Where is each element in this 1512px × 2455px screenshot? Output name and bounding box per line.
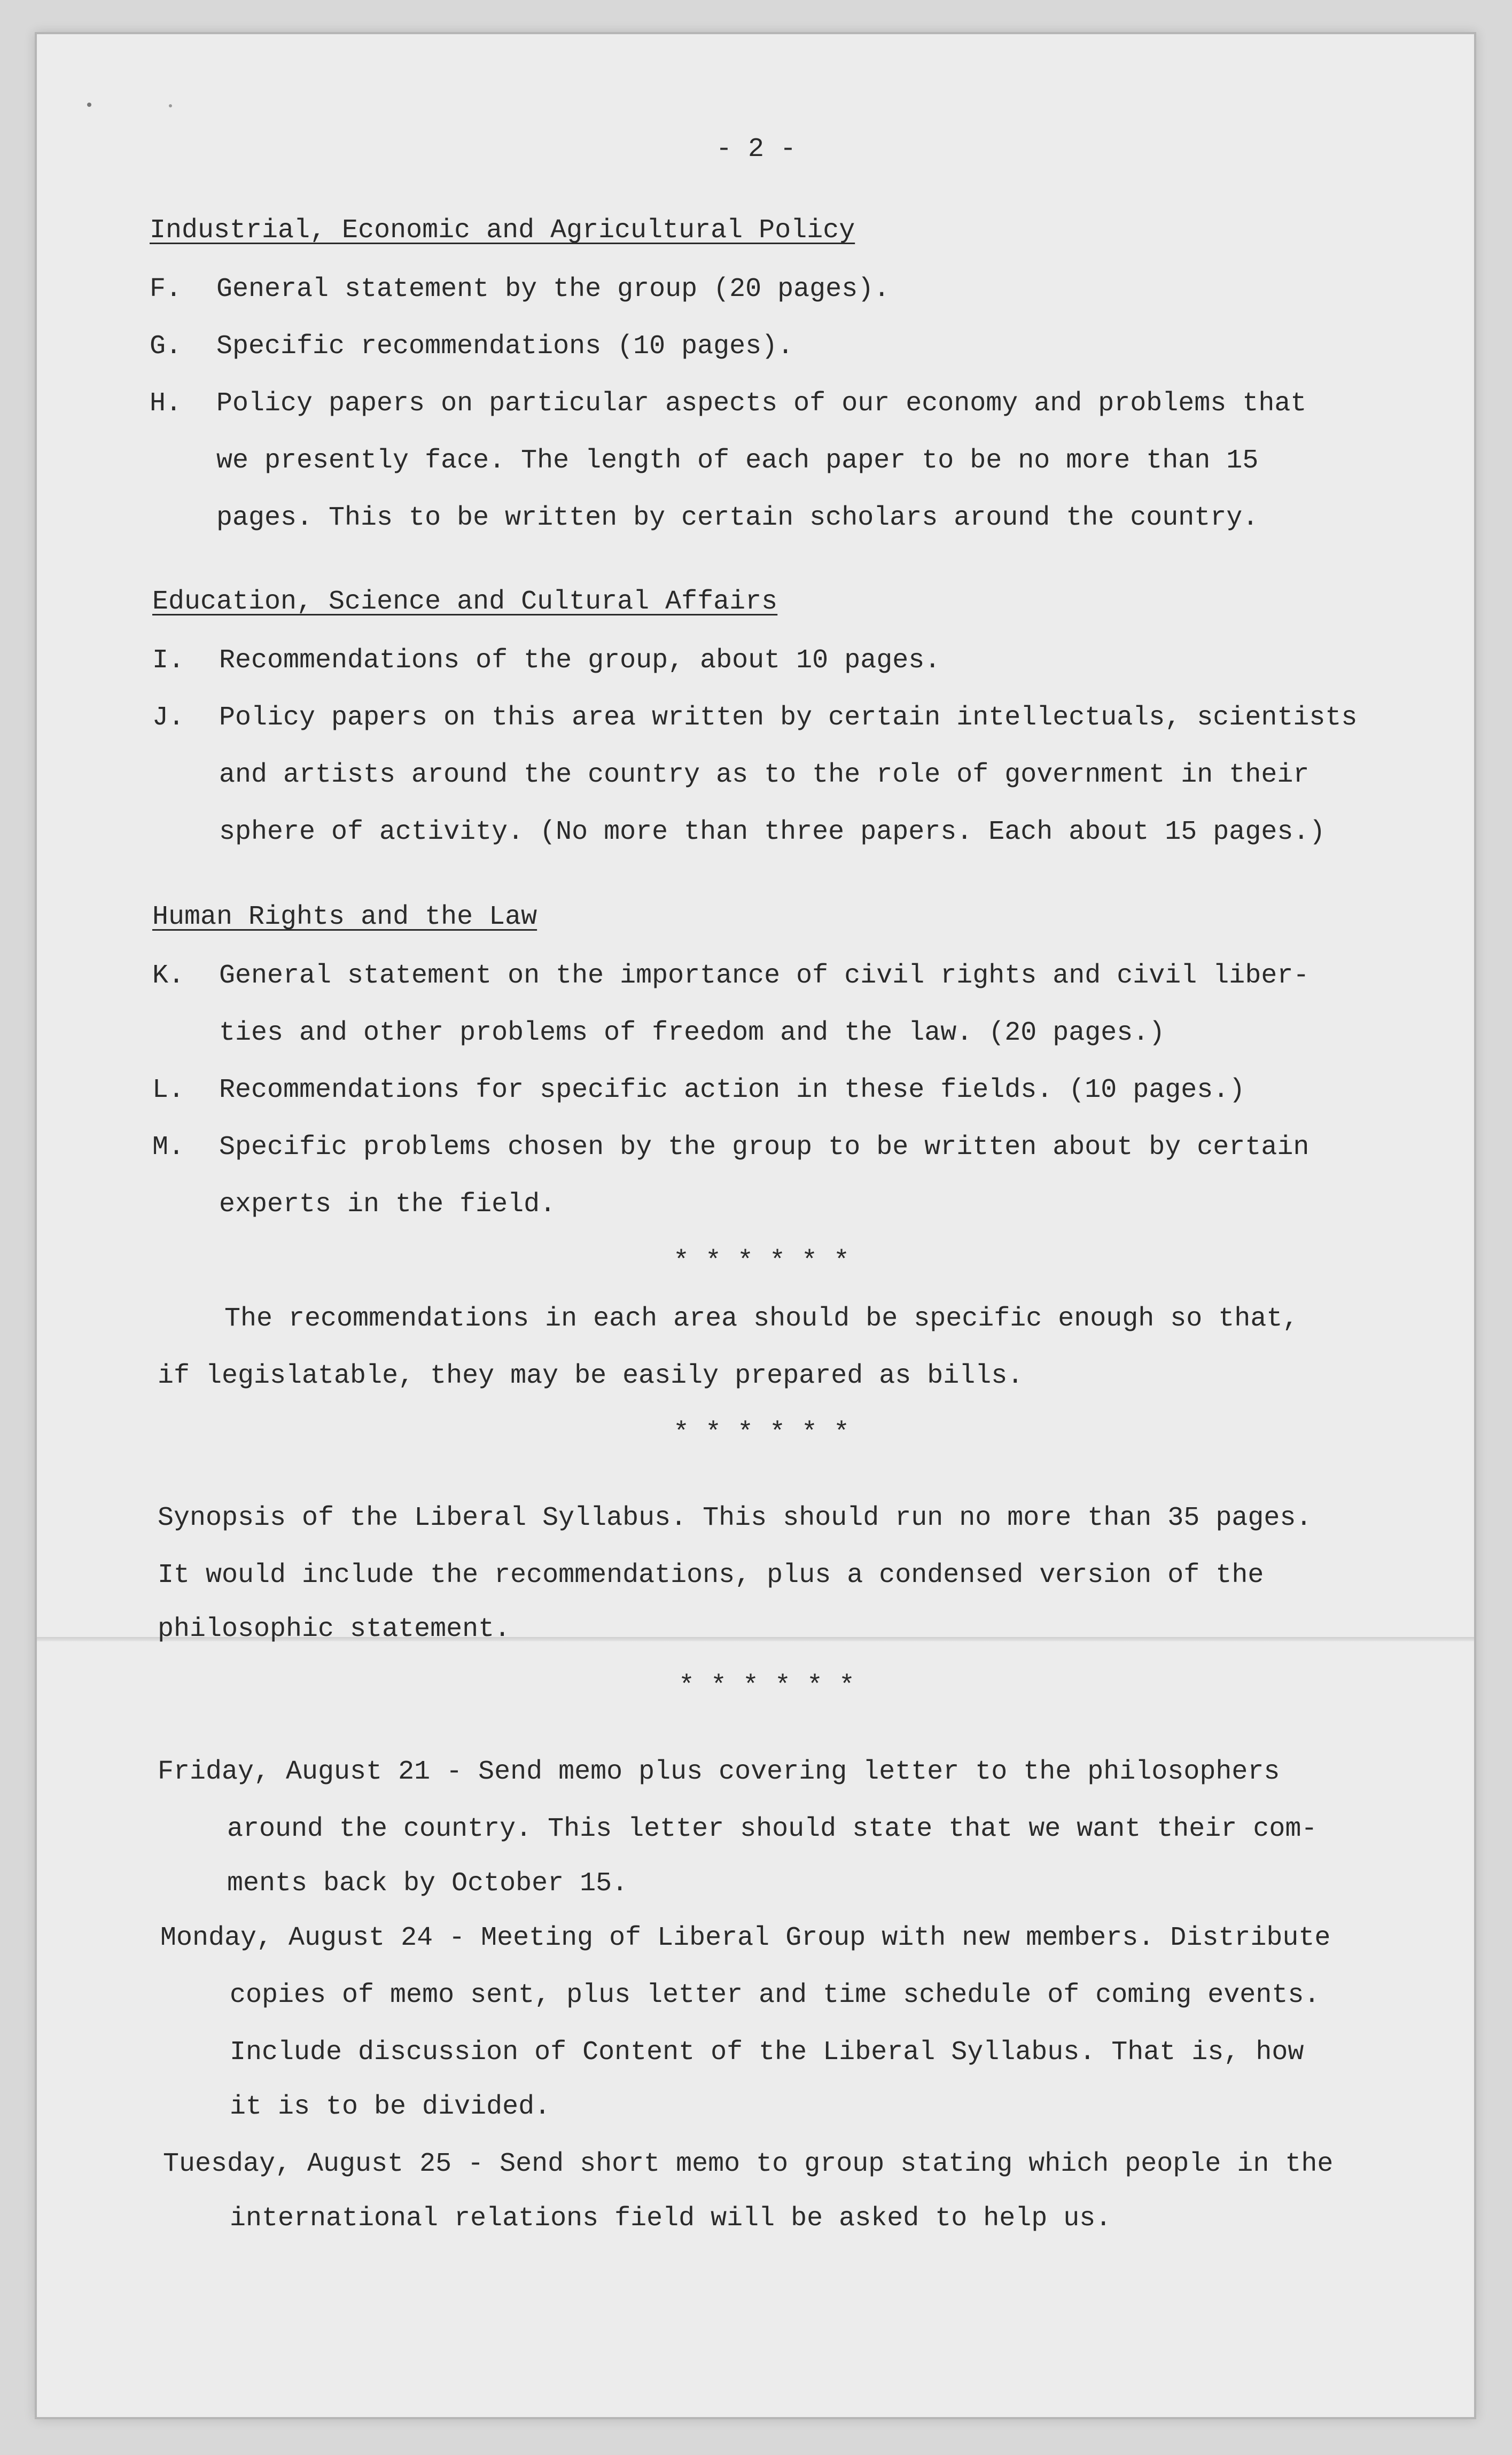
item-label-g: G. bbox=[150, 331, 182, 362]
paragraph-line: if legislatable, they may be easily prepared as bills. bbox=[158, 1361, 1024, 1391]
item-line: we presently face. The length of each paper to be no more than 15 bbox=[216, 446, 1259, 476]
item-line: Policy papers on this area written by certain intellectuals, scientists bbox=[219, 703, 1358, 733]
item-label-l: L. bbox=[152, 1075, 185, 1105]
paragraph-line: philosophic statement. bbox=[158, 1614, 511, 1645]
schedule-line: ments back by October 15. bbox=[227, 1868, 628, 1899]
paragraph-line: It would include the recommendations, plus a condensed version of the bbox=[158, 1560, 1264, 1591]
item-line: sphere of activity. (No more than three papers. Each about 15 pages.) bbox=[219, 817, 1326, 847]
page-number: - 2 - bbox=[716, 134, 797, 165]
item-label-j: J. bbox=[152, 703, 185, 733]
item-line: and artists around the country as to the role of government in their bbox=[219, 760, 1310, 790]
paragraph-line: Synopsis of the Liberal Syllabus. This should run no more than 35 pages. bbox=[158, 1503, 1312, 1533]
item-line: Specific problems chosen by the group to be written about by certain bbox=[219, 1132, 1310, 1163]
section-heading-human-rights: Human Rights and the Law bbox=[152, 902, 537, 932]
item-label-k: K. bbox=[152, 961, 185, 991]
schedule-line: Monday, August 24 - Meeting of Liberal Group with new members. Distribute bbox=[160, 1923, 1331, 1953]
schedule-line: Friday, August 21 - Send memo plus covering letter to the philosophers bbox=[158, 1757, 1280, 1787]
item-line: General statement on the importance of civil rights and civil liber- bbox=[219, 961, 1310, 991]
paper-specks bbox=[85, 98, 213, 114]
schedule-line: copies of memo sent, plus letter and time schedule of coming events. bbox=[230, 1980, 1320, 2010]
schedule-line: Include discussion of Content of the Liberal Syllabus. That is, how bbox=[230, 2037, 1304, 2068]
item-line: Recommendations of the group, about 10 pages. bbox=[219, 645, 941, 676]
item-label-f: F. bbox=[150, 274, 182, 305]
separator-asterisks: * * * * * * bbox=[673, 1418, 850, 1448]
item-line: ties and other problems of freedom and the law. (20 pages.) bbox=[219, 1018, 1165, 1048]
section-heading-industrial: Industrial, Economic and Agricultural Policy bbox=[150, 215, 855, 246]
item-label-i: I. bbox=[152, 645, 185, 676]
item-line: General statement by the group (20 pages). bbox=[216, 274, 890, 305]
item-label-m: M. bbox=[152, 1132, 185, 1163]
paragraph-line: The recommendations in each area should be specific enough so that, bbox=[224, 1304, 1299, 1334]
schedule-line: international relations field will be asked to help us. bbox=[230, 2203, 1112, 2234]
schedule-line: it is to be divided. bbox=[230, 2092, 551, 2122]
item-line: pages. This to be written by certain scholars around the country. bbox=[216, 503, 1259, 533]
item-line: Recommendations for specific action in these fields. (10 pages.) bbox=[219, 1075, 1245, 1105]
item-label-h: H. bbox=[150, 388, 182, 419]
schedule-line: around the country. This letter should state that we want their com- bbox=[227, 1814, 1318, 1844]
item-line: experts in the field. bbox=[219, 1189, 556, 1220]
separator-asterisks: * * * * * * bbox=[679, 1671, 855, 1702]
item-line: Specific recommendations (10 pages). bbox=[216, 331, 794, 362]
item-line: Policy papers on particular aspects of our economy and problems that bbox=[216, 388, 1307, 419]
schedule-line: Tuesday, August 25 - Send short memo to group stating which people in the bbox=[163, 2149, 1334, 2179]
separator-asterisks: * * * * * * bbox=[673, 1246, 850, 1277]
section-heading-education: Education, Science and Cultural Affairs bbox=[152, 587, 778, 617]
